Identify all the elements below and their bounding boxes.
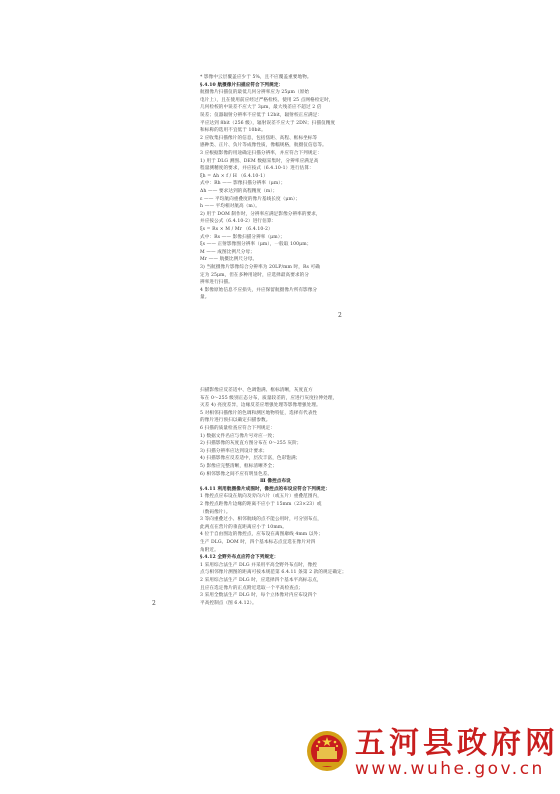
upper-line: 感种类、正片、负片等成像性质，像幅规格，航摄仪信息等。 [200, 143, 327, 149]
upper-line: 式中：Rh —— 影像扫描分辨率（μm）； [200, 181, 286, 187]
upper-line: §.4.10 航摄像片扫描应符合下列规定： [200, 82, 284, 88]
lower-line: 2 像控点距像片边缘的距离不应小于 15mm（23×23）或 [200, 502, 322, 507]
lower-line: 2) 扫描影像的灰度直方图分布在 0～255 灰阶； [200, 441, 302, 447]
upper-line: 3) 当航摄像片影像综合分辨率为 20LP/mm 时，Rs 可确 [200, 265, 320, 270]
upper-line: Mr —— 航摄比例尺分母。 [200, 257, 258, 263]
upper-line: 2) 用于 DOM 制作时，分辨率应满足影像分辨率的要求， [200, 211, 321, 217]
page-number-upper: 2 [338, 312, 342, 319]
lower-line: 5 对相邻扫描像片的色调和测区地物特征，选择有代表性 [200, 410, 318, 416]
site-watermark-banner [305, 725, 559, 780]
lower-line: 3 采用全数法生产 DLG 时，每个立体像对内应布设四个 [200, 593, 317, 599]
lower-line: （数码像片）。 [200, 509, 231, 515]
national-emblem-icon [305, 729, 349, 773]
upper-line: 和标称的选用不宜低于 10bit。 [200, 128, 266, 134]
upper-line: 量。 [200, 295, 210, 301]
upper-line: Δh —— 要求达到的高程精度（m）； [200, 189, 278, 194]
lower-line: 的像片进行预扫以确定扫描参数。 [200, 418, 271, 424]
lower-line: 1 采用综合法生产 DLG 并采用平高全野外布点时，像控 [200, 562, 317, 568]
site-name: 五河县政府网 [355, 726, 559, 761]
upper-line: 平应达到 8bit（256 级），辐射误差不应大于 2DN；扫描仪精度 [200, 120, 336, 126]
lower-line: §.4.12 全野外布点应符合下列规定： [200, 555, 279, 561]
upper-line: ξh = Δh × f / H （6.4.10-1） [200, 173, 268, 179]
lower-line: 5) 影像应完整清晰，框标清晰齐全； [200, 464, 277, 469]
upper-line: 2 应收集扫描像片的信息，包括焦距、高程、框标坐标等 [200, 135, 318, 141]
lower-line: Ⅲ 像控点布设 [260, 479, 291, 485]
upper-line: 定为 25μm，但在多种用途时，应选择最高要求的分 [200, 272, 310, 278]
lower-line: 此两点在营片的垂直距离应小于 10mm。 [200, 524, 287, 530]
upper-line: 1) 用于 DLG 测图、DEM 数据采集时，分辨率应满足高 [200, 158, 319, 164]
page-number-lower: 2 [152, 600, 156, 607]
upper-line: 3 应根据影像的用途确定扫描分辨率，并应符合下列规定： [200, 151, 322, 156]
lower-line: 点与相邻像片测图的距离可按本规范第 6.4.11 条第 2 款的规定确定； [200, 570, 347, 576]
upper-line: 并应按公式（6.4.10-2）进行估算： [200, 219, 277, 225]
lower-line: 生产 DLG、DOM 时，四个基本标志点宜选在像片对四 [200, 540, 316, 545]
lower-line: 3) 扫描分辨率应达到设计要求； [200, 448, 268, 454]
lower-line: 角附近。 [200, 547, 219, 553]
lower-line: 扫描影像应反差适中、色调饱满、框标清晰，灰度直方 [200, 388, 313, 393]
lower-line: 6) 相邻影像之间不应有明显色差。 [200, 471, 273, 477]
site-url: www.wuhe.gov.cn [355, 759, 545, 779]
upper-line: 辨率进行扫描。 [200, 280, 233, 286]
upper-line: 电片上），且在使用前应经过严格检校。使用 25 点网格检定时， [200, 97, 334, 103]
upper-line: ξs = Rs × M / Mr （6.4.10-2） [200, 227, 273, 232]
lower-line: 4 位于自由图边的像控点，应布设在离图廓线 4mm 以外； [200, 532, 323, 538]
upper-line: * 影像中云层覆盖应少于 5%，且不应覆盖重要地物。 [200, 75, 312, 80]
lower-line: 3 等向重叠过小、相邻航线的点不能公用时，可分别布点， [200, 517, 322, 523]
lower-line: 2 采用综合法生产 DLG 时，应选择四个基本平高标志点， [200, 578, 322, 583]
upper-line: 航摄像片扫描仪的最低几何分辨率应为 25μm（原始 [200, 90, 310, 96]
upper-line: 4 影像原始信息不应损失，并应保留航摄像片所有影像分 [200, 287, 318, 293]
lower-line: 6 扫描的质量检查应符合下列规定： [200, 426, 275, 431]
upper-line: 式中：Rs —— 影像扫描分辨率（μm）； [200, 234, 285, 240]
upper-line: ε —— 平均航向重叠度的像片基线长度（μm）； [200, 196, 301, 202]
upper-line: 几何检校的中误差不应大于 3μm，最大残差应不超过 2 倍 [200, 105, 322, 111]
lower-line: 灭差 4) 亮度差异，边缘反差应增强处理等影像增强处理。 [200, 403, 321, 409]
lower-line: 4) 扫描影像应反差适中，层次丰富，色彩饱满； [200, 456, 301, 462]
lower-line: §.4.11 利用航摄像片成图时，像控点的布设应符合下列规定： [200, 486, 331, 492]
lower-line: 且应在选定像片的正点附近选取一个平高检查点； [200, 585, 304, 591]
lower-line: 1) 数据文件名应与像片号对应一致； [200, 433, 277, 439]
lower-line: 1 像控点应布设在航向及旁向六片（或五片）重叠范围内， [200, 494, 322, 500]
lower-line: 布在 0～255 级别正态分布，质量较差的，应进行灰度拉伸处理， [200, 395, 338, 401]
upper-line: 程量测精度的要求，并应按式（6.4.10-1）进行估算： [200, 166, 314, 172]
upper-line: h —— 平均相对航高（m）。 [200, 204, 260, 210]
upper-line: M —— 成图比例尺分母； [200, 249, 255, 255]
upper-line: 误差；仪器辐射分辨率不应低于 12bit，辐射校正应满足： [200, 113, 323, 118]
lower-line: 平高控制点（图 6.4.12）。 [200, 600, 257, 606]
upper-line: ξs —— 正射影像图分辨率（μm），一般取 100μm； [200, 242, 312, 248]
